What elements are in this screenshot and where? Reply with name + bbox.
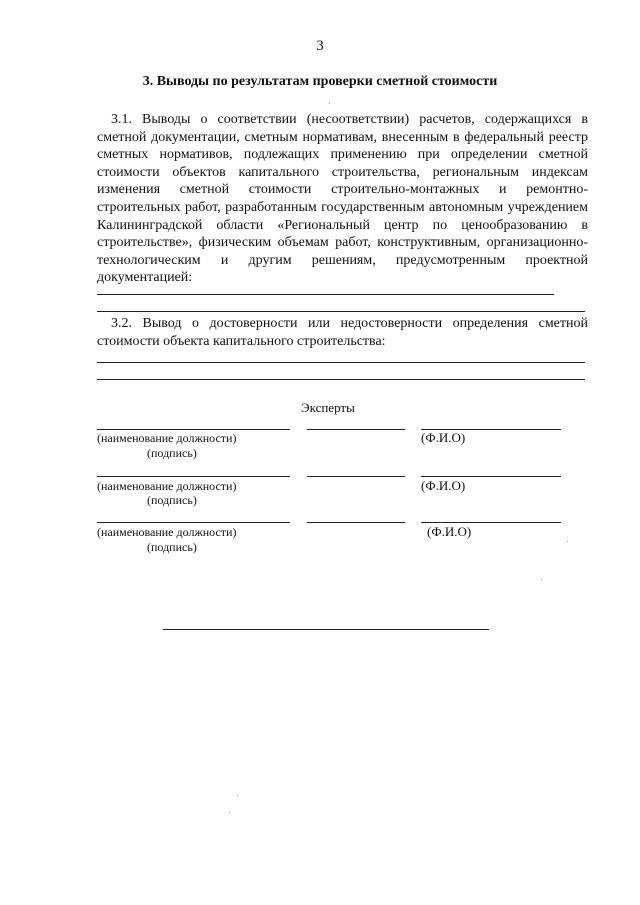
fio-line [421,522,561,523]
conclusion-paragraph-2-line-1 [97,315,588,333]
position-line [97,429,290,430]
signature-line [307,429,405,430]
signature-caption: (подпись) [147,493,197,507]
signature-caption: (подпись) [147,540,197,554]
conclusion-paragraph-1 [97,111,588,287]
fio-caption: (Ф.И.О) [421,430,466,445]
position-caption: (наименование должности) [97,479,237,493]
scan-speck [567,541,568,542]
conclusion-paragraph-2-line-2: стоимости объекта капитального строительства: [97,334,386,349]
conclusion-paragraph-1-text: 3.1. Выводы о соответствии (несоответствии) расчетов, содержащихся в сметной документации, сметным нормативам, внесенным в федеральный реестр сметных нормативов, подлежащих применению при определении сметной стоимости объектов капитального строительства, региональным индексам изменения сметной стоимости строительно-монтажных и ремонтно-строительных работ, разработанным государственным автономным учреждением Калининградской области «Региональный центр по ценообразованию в строительстве», физическим объемам работ, конструктивным, организационно-технологическим и другим решениям, предусмотренным проектной документацией: [97,112,588,286]
fill-line [97,362,585,363]
fill-line [97,294,554,295]
closing-line [163,629,489,630]
position-line [97,522,290,523]
signature-caption: (подпись) [147,446,197,460]
page-number: 3 [316,38,324,54]
scan-speck [541,579,542,580]
position-caption: (наименование должности) [97,525,237,539]
signature-line [307,522,405,523]
fill-line [97,311,585,312]
conclusion-paragraph-2-text-1: 3.2. Вывод о достоверности или недостоверности определения сметной [111,316,588,331]
position-line [97,476,290,477]
scan-speck [237,795,238,796]
section-title: 3. Выводы по результатам проверки сметной стоимости [142,74,498,89]
fio-caption: (Ф.И.О) [421,478,466,493]
fill-line [97,379,585,380]
scan-speck [329,103,330,104]
experts-heading: Эксперты [301,400,355,415]
fio-line [421,476,561,477]
position-caption: (наименование должности) [97,431,237,445]
fio-caption: (Ф.И.О) [427,524,472,539]
signature-line [307,476,405,477]
scan-speck [229,812,230,813]
